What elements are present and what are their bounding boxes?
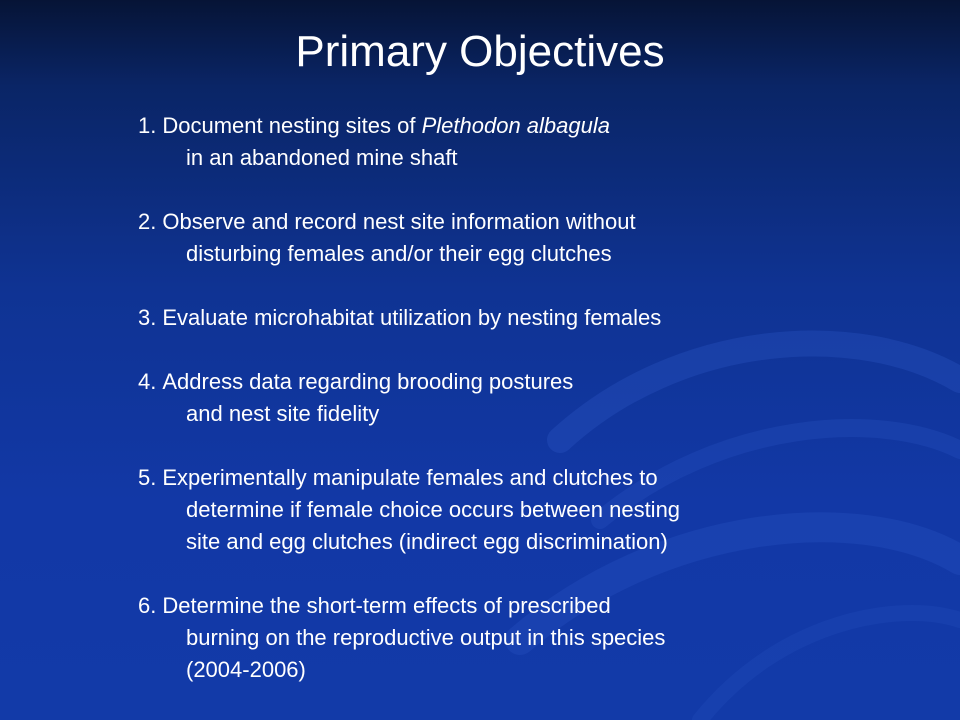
objective-text: Experimentally manipulate females and clutches to (162, 465, 658, 490)
objective-text: Determine the short-term effects of prescribed (162, 593, 611, 618)
objective-item (138, 206, 938, 270)
objective-number: 2. (138, 209, 157, 234)
objective-item (138, 110, 938, 174)
objective-item (138, 462, 938, 558)
objective-item (138, 590, 938, 686)
objectives-list (138, 110, 938, 718)
objective-text: determine if female choice occurs between nesting (186, 497, 681, 522)
objective-number: 4. (138, 369, 157, 394)
objective-text: burning on the reproductive output in this species (186, 625, 666, 650)
objective-line (138, 142, 938, 174)
species-name: Plethodon albagula (421, 113, 610, 138)
objective-text: in an abandoned mine shaft (186, 145, 458, 170)
objective-line (138, 302, 938, 334)
objective-number: 1. (138, 113, 157, 138)
objective-line (138, 494, 938, 526)
objective-number: 6. (138, 593, 157, 618)
objective-line (138, 622, 938, 654)
slide-title: Primary Objectives (295, 27, 665, 76)
objective-line (138, 398, 938, 430)
objective-number: 5. (138, 465, 157, 490)
objective-line (138, 366, 938, 398)
objective-line (138, 590, 938, 622)
objective-line (138, 654, 938, 686)
objective-line (138, 206, 938, 238)
objective-line (138, 238, 938, 270)
objective-text: Evaluate microhabitat utilization by nesting females (162, 305, 662, 330)
objective-text: (2004-2006) (186, 657, 306, 682)
objective-line (138, 110, 938, 142)
objective-text: and nest site fidelity (186, 401, 380, 426)
objective-number: 3. (138, 305, 157, 330)
objective-text: Observe and record nest site information without (162, 209, 636, 234)
objective-text: site and egg clutches (indirect egg discrimination) (186, 529, 668, 554)
objective-item (138, 366, 938, 430)
objective-text: Address data regarding brooding postures (162, 369, 574, 394)
objective-line (138, 526, 938, 558)
objective-item (138, 302, 938, 334)
objective-text: Document nesting sites of (162, 113, 422, 138)
objective-text: disturbing females and/or their egg clutches (186, 241, 612, 266)
objective-line (138, 462, 938, 494)
